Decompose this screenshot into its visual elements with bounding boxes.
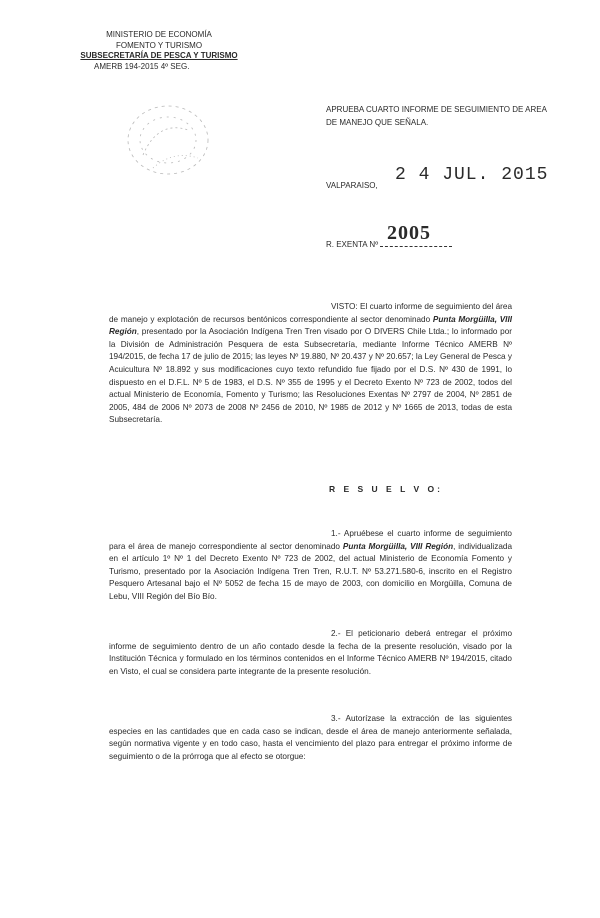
article-1: 1.- Apruébese el cuarto informe de seguimiento para el área de manejo correspondiente al sector denominado Punta Morgüilla, VIII Región, individualizada en el artículo 1º Nº 1 del Decreto Exento Nº 723 de 2002, del actual Ministerio de Economía Fomento y Turismo, presentado por la Asociación Indígena Tren Tren, R.U.T. Nº 53.271.580-6, inscrito en el Registro Pesquero Artesanal bajo el Nº 5052 de fecha 15 de mayo de 2003, con domicilio en Morgüilla, Comuna de Lebu, VIII Región del Bío Bío. xyxy=(109,529,513,601)
official-seal-stamp xyxy=(98,80,238,200)
visto-paragraph: VISTO: El cuarto informe de seguimiento del área de manejo y explotación de recursos bentónicos correspondiente al sector denominado Punta Morgüilla, VIII Región, presentado por la Asociación Indígena Tren Tren visado por O DIVERS Chile Ltda.; lo informado por la División de Administración Pesquera de esta Subsecretaría, mediante Informe Técnico AMERB Nº 194/2015, de fecha 17 de julio de 2015; las leyes Nº 19.880, Nº 20.437 y Nº 20.657; la Ley General de Pesca y Acuicultura Nº 18.892 y sus modificaciones cuyo texto refundido fue fijado por el D.S. Nº 430 de 1991, lo dispuesto en el D.F.L. Nº 5 de 1983, el D.S. Nº 355 de 1995 y el Decreto Exento Nº 723 de 2002, todos del actual Ministerio de Economía, Fomento y Turismo; las Resoluciones Exentas Nº 2797 de 2004, Nº 2851 de 2005, 484 de 2006 Nº 2073 de 2008 Nº 2456 de 2010, Nº 1985 de 2012 y Nº 1665 de 2013, todas de esta Subsecretaría. xyxy=(109,302,512,425)
place-label: VALPARAISO, xyxy=(326,181,378,190)
visto-section xyxy=(109,301,512,427)
area-name: Punta Morgüilla, VIII Región xyxy=(109,314,512,337)
area-name: Punta Morgüilla, VIII Región xyxy=(342,541,454,551)
letterhead xyxy=(64,30,254,72)
resolution-date: 2 4 JUL. 2015 xyxy=(395,165,549,185)
resolution-number: 2005 xyxy=(387,222,431,244)
exenta-line xyxy=(326,240,452,249)
resuelvo-heading: R E S U E L V O: xyxy=(329,484,443,494)
exenta-label: R. EXENTA Nº xyxy=(326,240,379,249)
ministry-name: MINISTERIO DE ECONOMÍA xyxy=(106,30,212,39)
subsecretaria-name: SUBSECRETARÍA DE PESCA Y TURISMO xyxy=(80,51,238,61)
file-reference: AMERB 194-2015 4º SEG. xyxy=(94,61,190,71)
article-3: 3.- Autorízase la extracción de las siguientes especies en las cantidades que en cada caso se indican, desde el área de manejo anteriormente señalada, según normativa vigente y en todo caso, hasta el vencimiento del plazo para entregar el próximo informe de seguimiento o de la prórroga que al efecto se otorgue: xyxy=(109,714,512,761)
number-blank-line xyxy=(380,246,452,247)
ministry-name-line-2: FOMENTO Y TURISMO xyxy=(115,40,203,50)
resolution-subject: APRUEBA CUARTO INFORME DE SEGUIMIENTO DE AREA DE MANEJO QUE SEÑALA. xyxy=(326,105,547,127)
article-2: 2.- El peticionario deberá entregar el próximo informe de seguimiento dentro de un año contado desde la fecha de la presente resolución, visado por la Institución Técnica y formulado en los términos contenidos en el Informe Técnico AMERB Nº 194/2015, citado en Visto, el cual se considera parte integrante de la presente resolución. xyxy=(109,629,512,676)
visto-lead: VISTO: xyxy=(331,302,358,311)
